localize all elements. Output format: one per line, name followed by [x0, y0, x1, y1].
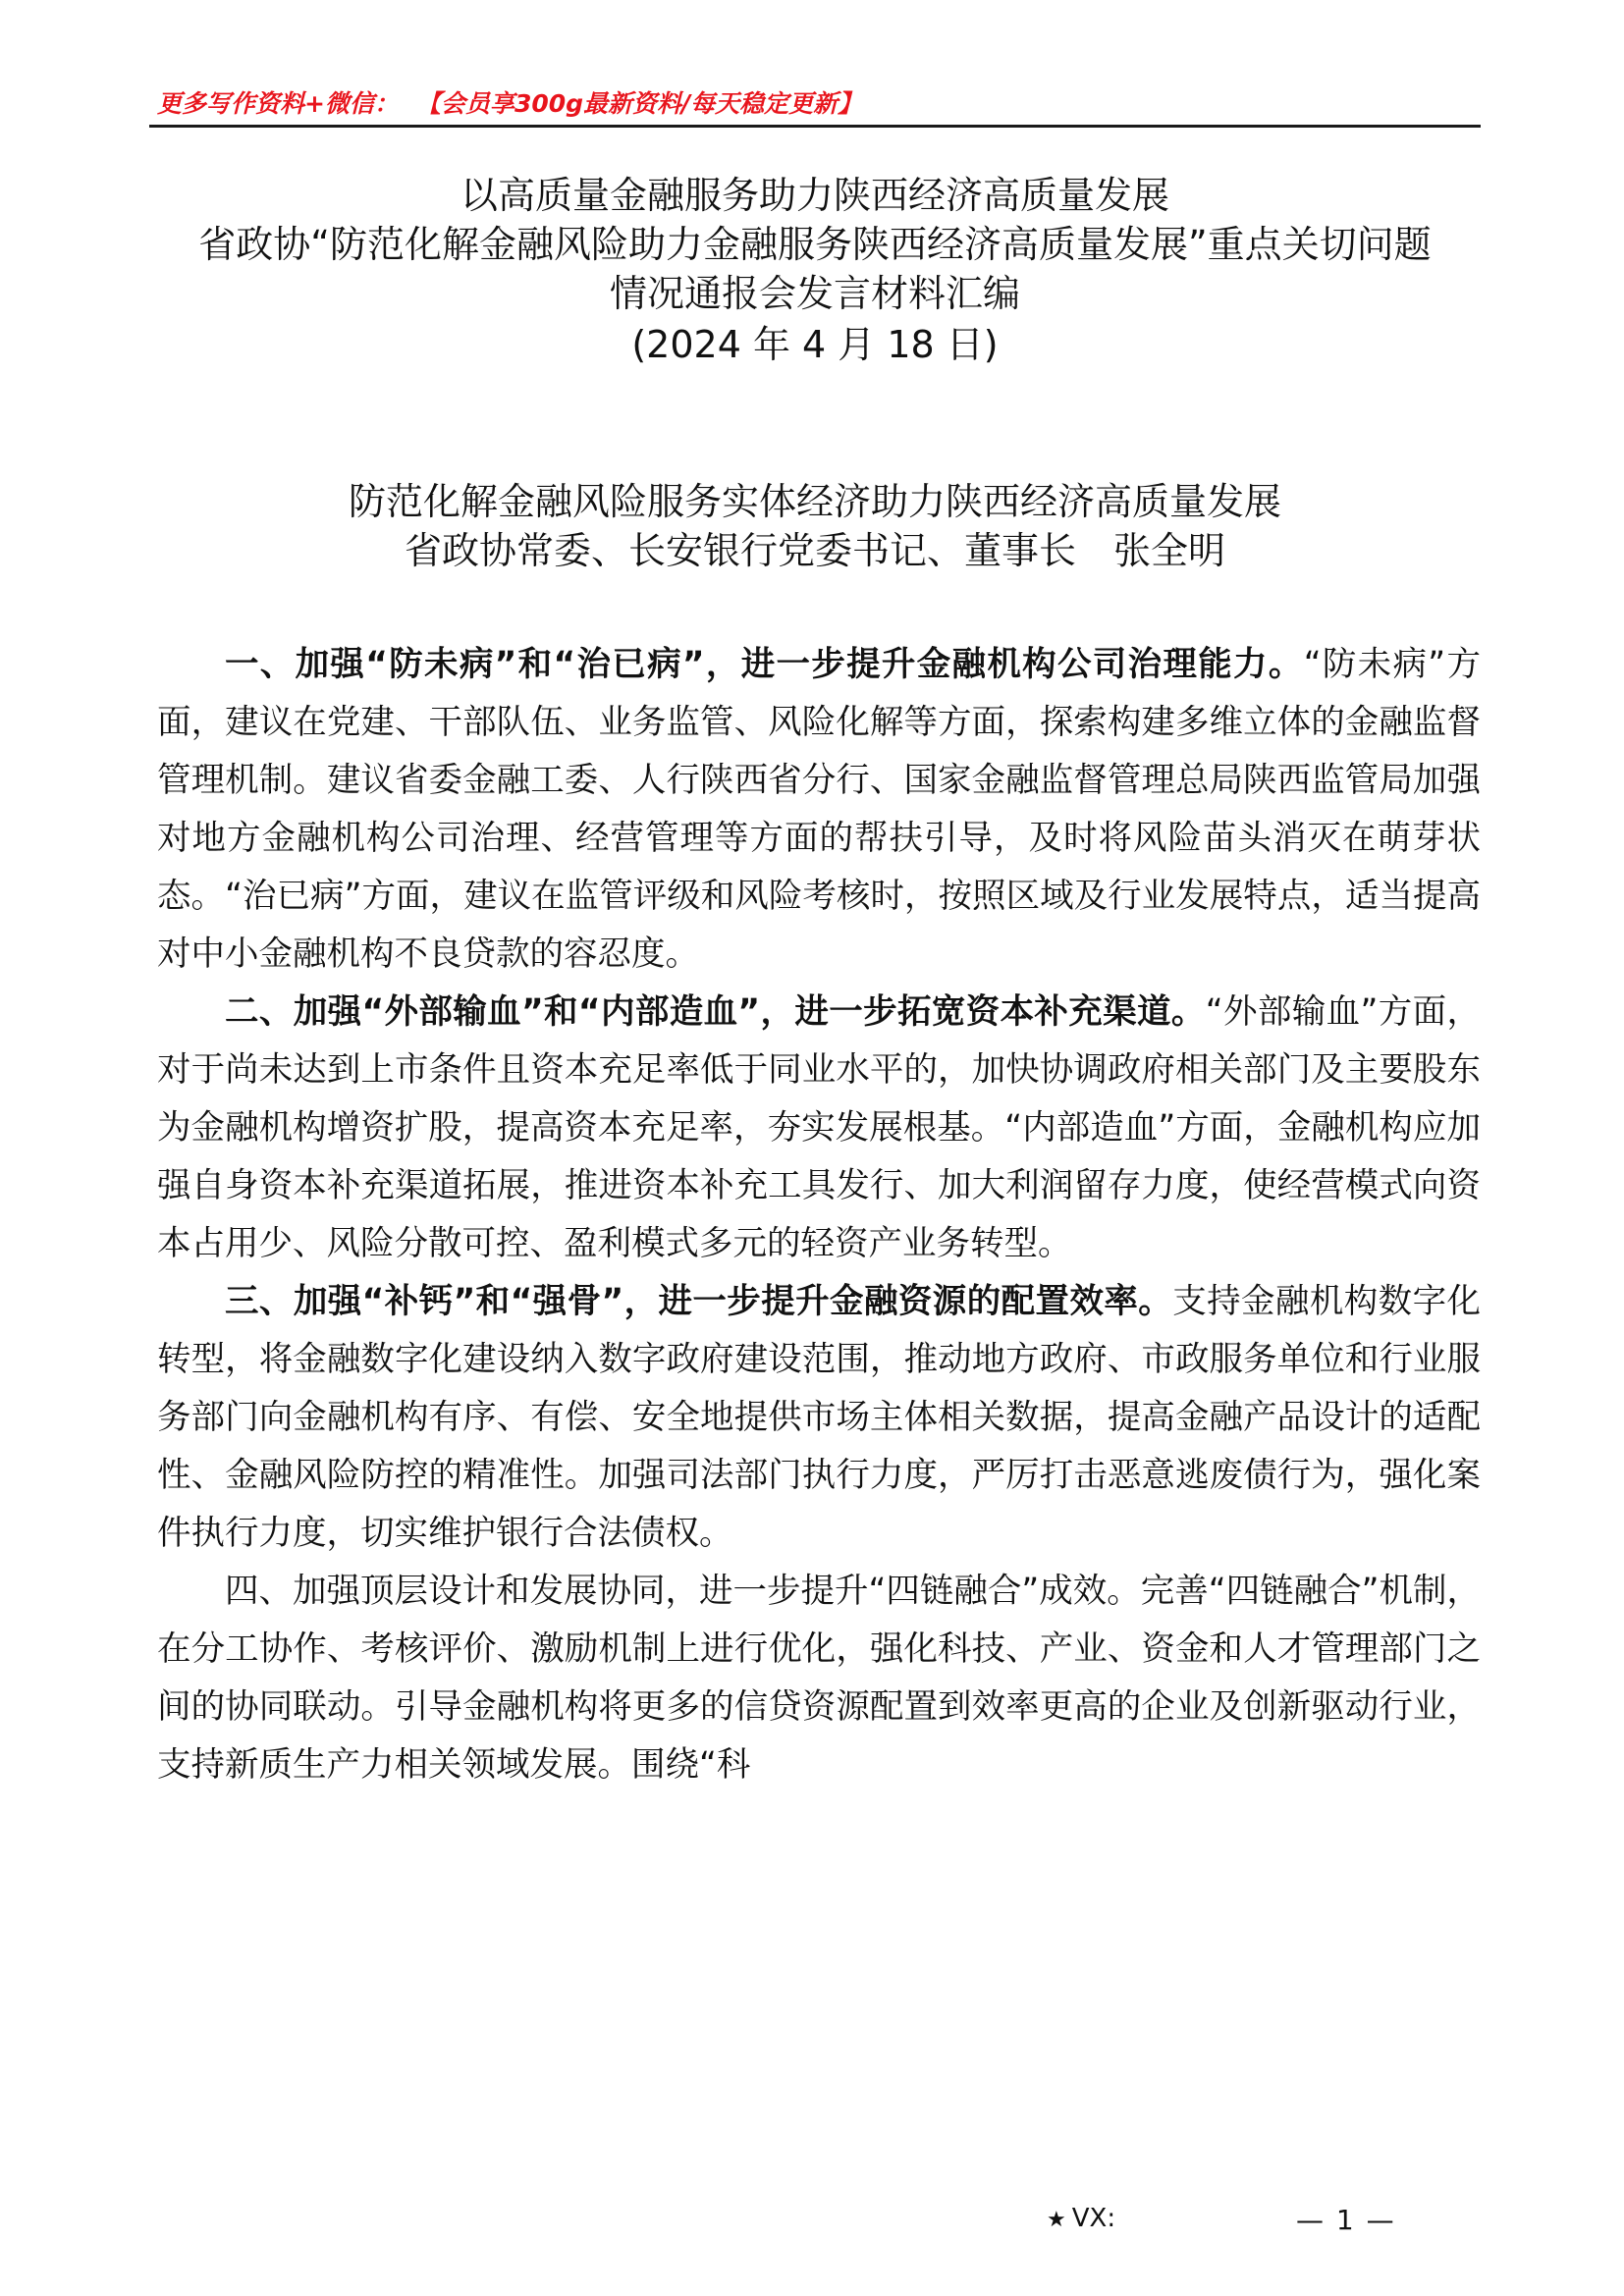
paragraph-3-text: 支持金融机构数字化转型，将金融数字化建设纳入数字政府建设范围，推动地方政府、市政服务单位和行业服务部门向金融机构有序、有偿、安全地提供市场主体相关数据，提高金融产品设计的适配性、金融风险防控的精准性。加强司法部门执行力度，严厉打击恶意逃废债行为，强化案件执行力度，切实维护银行合法债权。 [157, 1282, 1481, 1553]
paragraph-1-lead: 一、加强“防未病”和“治已病”，进一步提升金融机构公司治理能力。 [225, 645, 1304, 684]
paragraph-2 [157, 984, 1481, 1273]
star-icon: ★ [1047, 2208, 1066, 2232]
document-title-block [149, 171, 1481, 369]
footer-vx-label: VX: [1071, 2204, 1116, 2233]
paragraph-4-text: 四、加强顶层设计和发展协同，进一步提升“四链融合”成效。完善“四链融合”机制，在分工协作、考核评价、激励机制上进行优化，强化科技、产业、资金和人才管理部门之间的协同联动。引导金融机构将更多的信贷资源配置到效率更高的企业及创新驱动行业，支持新质生产力相关领域发展。围绕“科 [157, 1572, 1481, 1785]
page-footer [0, 2204, 1624, 2243]
title-line-1: 以高质量金融服务助力陕西经济高质量发展 [460, 174, 1169, 217]
promo-banner-left: 更多写作资料+微信： [157, 89, 399, 118]
page-number: — 1 — [1296, 2204, 1396, 2236]
title-line-2: 省政协“防范化解金融风险助力金融服务陕西经济高质量发展”重点关切问题 [198, 223, 1432, 266]
paragraph-1 [157, 636, 1481, 984]
speech-speaker: 省政协常委、长安银行党委书记、董事长 张全明 [404, 529, 1225, 572]
speech-heading-block [149, 477, 1481, 575]
paragraph-1-text: “防未病”方面，建议在党建、干部队伍、业务监管、风险化解等方面，探索构建多维立体的金融监督管理机制。建议省委金融工委、人行陕西省分行、国家金融监督管理总局陕西监管局加强对地方金融机构公司治理、经营管理等方面的帮扶引导，及时将风险苗头消灭在萌芽状态。“治已病”方面，建议在监管评级和风险考核时，按照区域及行业发展特点，适当提高对中小金融机构不良贷款的容忍度。 [157, 645, 1481, 974]
title-line-3: 情况通报会发言材料汇编 [609, 272, 1020, 315]
paragraph-3 [157, 1273, 1481, 1563]
document-body [157, 636, 1481, 1794]
promo-banner [157, 84, 862, 120]
promo-banner-right: 【会员享300g最新资料/每天稳定更新】 [415, 89, 863, 118]
paragraph-3-lead: 三、加强“补钙”和“强骨”，进一步提升金融资源的配置效率。 [225, 1282, 1173, 1321]
paragraph-4 [157, 1563, 1481, 1794]
title-date: (2024 年 4 月 18 日) [631, 323, 999, 366]
paragraph-2-lead: 二、加强“外部输血”和“内部造血”，进一步拓宽资本补充渠道。 [225, 992, 1206, 1032]
footer-vx [1047, 2204, 1115, 2233]
speech-heading: 防范化解金融风险服务实体经济助力陕西经济高质量发展 [348, 480, 1281, 523]
paragraph-2-text: “外部输血”方面，对于尚未达到上市条件且资本充足率低于同业水平的，加快协调政府相关部门及主要股东为金融机构增资扩股，提高资本充足率，夯实发展根基。“内部造血”方面，金融机构应加强自身资本补充渠道拓展，推进资本补充工具发行、加大利润留存力度，使经营模式向资本占用少、风险分散可控、盈利模式多元的轻资产业务转型。 [157, 992, 1482, 1263]
header-divider [149, 125, 1481, 128]
